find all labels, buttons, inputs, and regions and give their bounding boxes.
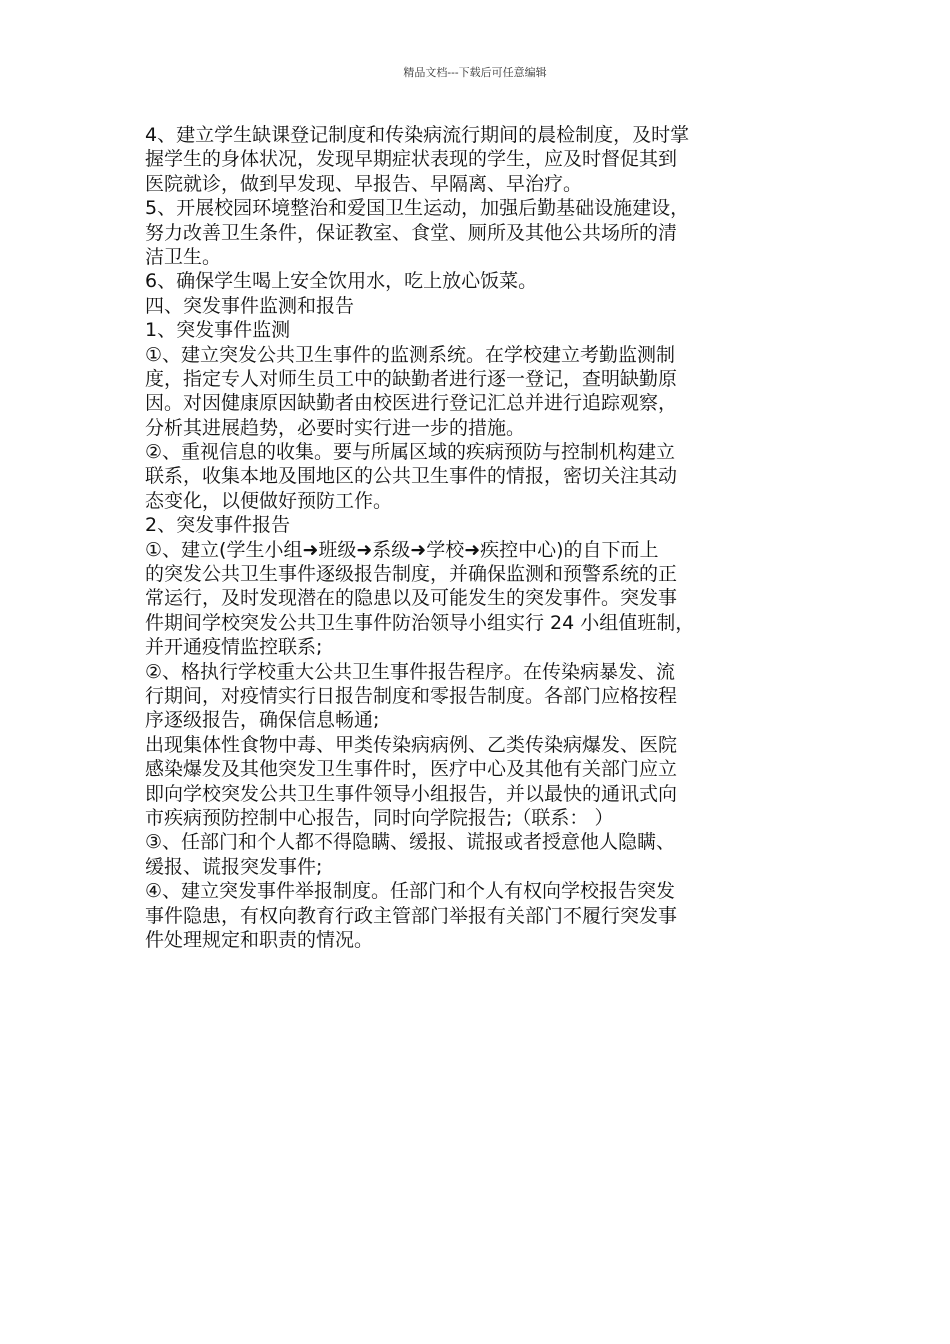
text-line: 分析其进展趋势，必要时实行进一步的措施。 bbox=[145, 416, 526, 439]
text-line: 4、建立学生缺课登记制度和传染病流行期间的晨检制度，及时掌 bbox=[145, 124, 690, 146]
text-line: 度，指定专人对师生员工中的缺勤者进行逐一登记，查明缺勤原 bbox=[145, 367, 678, 390]
text-line: 行期间，对疫情实行日报告制度和零报告制度。各部门应格按程 bbox=[145, 684, 678, 707]
text-line: ①、建立突发公共卫生事件的监测系统。在学校建立考勤监测制 bbox=[145, 343, 676, 366]
text-line: 感染爆发及其他突发卫生事件时，医疗中心及其他有关部门应立 bbox=[145, 758, 678, 781]
page-header: 精品文档---下载后可任意编辑 bbox=[403, 66, 547, 79]
text-line: ②、重视信息的收集。要与所属区域的疾病预防与控制机构建立 bbox=[145, 441, 676, 464]
text-line: 态变化，以便做好预防工作。 bbox=[145, 489, 393, 512]
text-line: 件处理规定和职责的情况。 bbox=[145, 928, 374, 951]
text-line: 并开通疫情监控联系; bbox=[145, 636, 323, 659]
text-line: 5、开展校园环境整治和爱国卫生运动，加强后勤基础设施建设， bbox=[145, 197, 690, 220]
text-line: 即向学校突发公共卫生事件领导小组报告，并以最快的通讯式向 bbox=[145, 782, 678, 805]
text-line: 市疾病预防控制中心报告，同时向学院报告;（联系： ） bbox=[145, 806, 614, 829]
text-line: 常运行，及时发现潜在的隐患以及可能发生的突发事件。突发事 bbox=[145, 587, 678, 610]
text-line: 序逐级报告，确保信息畅通; bbox=[145, 709, 380, 732]
text-line: ④、建立突发事件举报制度。任部门和个人有权向学校报告突发 bbox=[145, 880, 676, 903]
text-line: 6、确保学生喝上安全饮用水，吃上放心饭菜。 bbox=[145, 270, 538, 293]
document-body bbox=[145, 123, 795, 952]
text-line: ③、任部门和个人都不得隐瞒、缓报、谎报或者授意他人隐瞒、 bbox=[145, 831, 676, 854]
text-line: ②、格执行学校重大公共卫生事件报告程序。在传染病暴发、流 bbox=[145, 660, 676, 683]
section-heading: 四、突发事件监测和报告 bbox=[145, 294, 355, 317]
text-line: 因。对因健康原因缺勤者由校医进行登记汇总并进行追踪观察， bbox=[145, 392, 678, 415]
text-line: 医院就诊，做到早发现、早报告、早隔离、早治疗。 bbox=[145, 172, 583, 195]
subsection-heading: 1、突发事件监测 bbox=[145, 319, 291, 342]
text-line: 握学生的身体状况，发现早期症状表现的学生，应及时督促其到 bbox=[145, 148, 678, 171]
text-line: 的突发公共卫生事件逐级报告制度，并确保监测和预警系统的正 bbox=[145, 563, 678, 586]
text-line: 洁卫生。 bbox=[145, 245, 222, 268]
text-line: 件期间学校突发公共卫生事件防治领导小组实行 24 小组值班制， bbox=[145, 611, 695, 634]
text-line: 事件隐患，有权向教育行政主管部门举报有关部门不履行突发事 bbox=[145, 904, 678, 927]
text-line: ①、建立(学生小组➜班级➜系级➜学校➜疾控中心)的自下而上 bbox=[145, 538, 659, 561]
text-line: 缓报、谎报突发事件; bbox=[145, 855, 323, 878]
text-line: 联系，收集本地及围地区的公共卫生事件的情报，密切关注其动 bbox=[145, 465, 678, 488]
subsection-heading: 2、突发事件报告 bbox=[145, 514, 291, 537]
text-line: 努力改善卫生条件，保证教室、食堂、厕所及其他公共场所的清 bbox=[145, 221, 678, 244]
text-line: 出现集体性食物中毒、甲类传染病病例、乙类传染病爆发、医院 bbox=[145, 733, 678, 756]
